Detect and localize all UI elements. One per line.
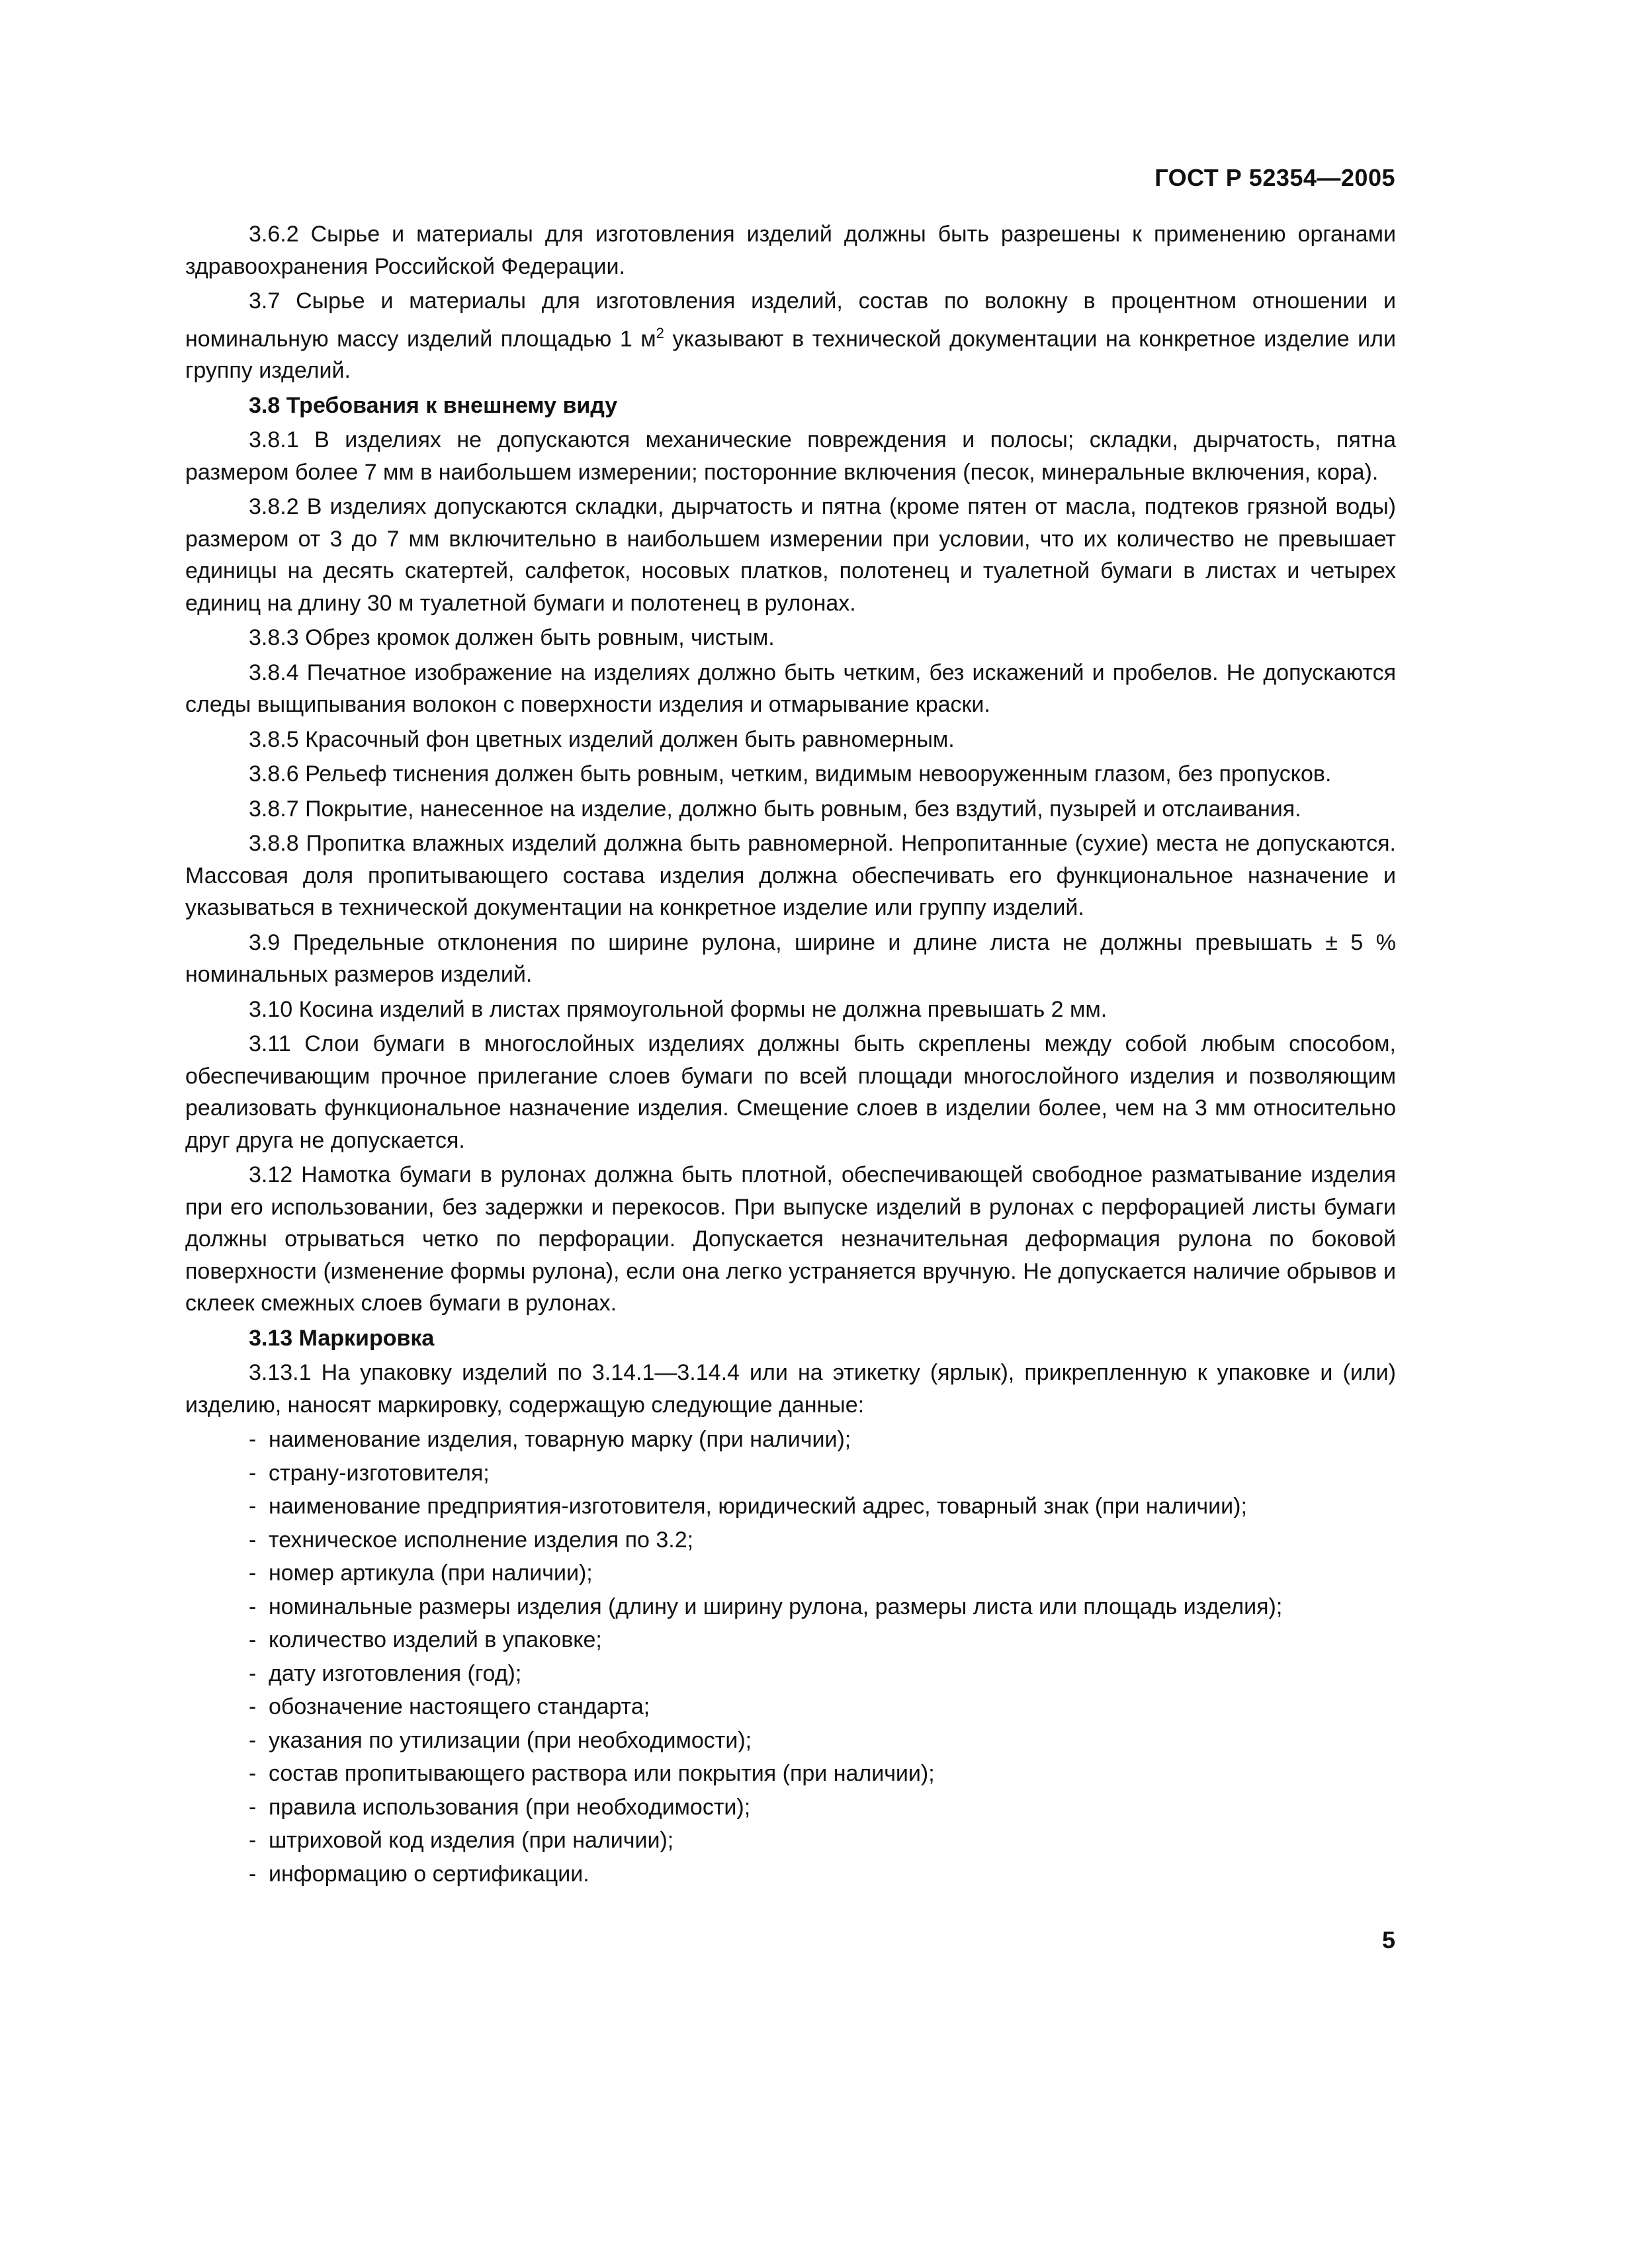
paragraph-3-13-1: 3.13.1 На упаковку изделий по 3.14.1—3.14.4 или на этикетку (ярлык), прикрепленную к упаковке и (или) изделию, наносят маркировку, содержащую следующие данные: [185, 1360, 1396, 1418]
paragraph-3-8-7: 3.8.7 Покрытие, нанесенное на изделие, должно быть ровным, без вздутий, пузырей и отслаивания. [249, 796, 1301, 822]
document-body [185, 218, 1396, 1891]
dash-bullet: - [249, 1494, 257, 1519]
dash-bullet: - [249, 1561, 257, 1586]
heading-3-8: 3.8 Требования к внешнему виду [249, 392, 618, 418]
paragraph-3-8-5: 3.8.5 Красочный фон цветных изделий должен быть равномерным. [249, 726, 955, 752]
list-item-text: наименование изделия, товарную марку (при наличии); [269, 1427, 851, 1453]
dash-bullet: - [249, 1861, 257, 1887]
list-item [185, 1758, 1396, 1790]
list-item [185, 1725, 1396, 1757]
list-item-text: наименование предприятия-изготовителя, юридический адрес, товарный знак (при наличии); [269, 1494, 1247, 1519]
paragraph-3-6-2: 3.6.2 Сырье и материалы для изготовления изделий должны быть разрешены к применению органами здравоохранения Российской Федерации. [185, 222, 1396, 279]
list-item [185, 1858, 1396, 1891]
heading-3-13: 3.13 Маркировка [249, 1325, 435, 1351]
dash-bullet: - [249, 1527, 257, 1553]
dash-bullet: - [249, 1460, 257, 1486]
paragraph-3-12: 3.12 Намотка бумаги в рулонах должна быть плотной, обеспечивающей свободное разматывание изделия при его использовании, без задержки и перекосов. При выпуске изделий в рулонах с перфорацией листы бумаги должны отрываться четко по перфорации. Допускается незначительная деформация рулона по боковой поверхности (изменение формы рулона), если она легко устраняется вручную. Не допускается наличие обрывов и склеек смежных слоев бумаги в рулонах. [185, 1162, 1396, 1316]
paragraph-3-7-part-b: указывают в технической документации на конкретное изделие или группу изделий. [185, 325, 1396, 384]
superscript-2: 2 [656, 324, 664, 341]
list-item [185, 1457, 1396, 1490]
list-item [185, 1824, 1396, 1857]
list-item [185, 1524, 1396, 1557]
paragraph-3-8-6: 3.8.6 Рельеф тиснения должен быть ровным, четким, видимым невооруженным глазом, без пропусков. [249, 761, 1332, 787]
list-item [185, 1557, 1396, 1590]
list-item [185, 1658, 1396, 1690]
marking-list [185, 1424, 1396, 1890]
list-item-text: количество изделий в упаковке; [269, 1627, 602, 1653]
dash-bullet: - [249, 1727, 257, 1753]
paragraph-3-8-2: 3.8.2 В изделиях допускаются складки, дырчатость и пятна (кроме пятен от масла, подтеков грязной воды) размером от 3 до 7 мм включительно в наибольшем измерении при условии, что их количество не превышает единицы на десять скатертей, салфеток, носовых платков, полотенец и туалетной бумаги в листах и четырех единиц на длину 30 м туалетной бумаги и полотенец в рулонах. [185, 494, 1396, 616]
paragraph-3-7-part-a: 3.7 Сырье и материалы для изготовления изделий, состав по волокну в процентном отношении и номинальную массу изделий площадью 1 м [185, 288, 1396, 351]
dash-bullet: - [249, 1427, 257, 1453]
paragraph-3-8-1: 3.8.1 В изделиях не допускаются механические повреждения и полосы; складки, дырчатость, пятна размером более 7 мм в наибольшем измерении; посторонние включения (песок, минеральные включения, кора). [185, 427, 1396, 485]
list-item [185, 1791, 1396, 1824]
paragraph-3-8-8: 3.8.8 Пропитка влажных изделий должна быть равномерной. Непропитанные (сухие) места не допускаются. Массовая доля пропитывающего состава изделия должна обеспечивать его функциональное назначение и указываться в технической документации на конкретное изделие или группу изделий. [185, 831, 1396, 921]
list-item-text: информацию о сертификации. [269, 1861, 589, 1887]
dash-bullet: - [249, 1828, 257, 1854]
paragraph-3-10: 3.10 Косина изделий в листах прямоугольной формы не должна превышать 2 мм. [249, 996, 1108, 1022]
paragraph-3-9: 3.9 Предельные отклонения по ширине рулона, ширине и длине листа не должны превышать ± 5 % номинальных размеров изделий. [185, 929, 1396, 988]
list-item-text: состав пропитывающего раствора или покрытия (при наличии); [269, 1761, 935, 1787]
list-item-text: номинальные размеры изделия (длину и ширину рулона, размеры листа или площадь изделия); [269, 1594, 1283, 1619]
list-item [185, 1691, 1396, 1723]
list-item-text: номер артикула (при наличии); [269, 1561, 593, 1586]
dash-bullet: - [249, 1694, 257, 1720]
paragraph-3-8-4: 3.8.4 Печатное изображение на изделиях должно быть четким, без искажений и пробелов. Не допускаются следы выщипывания волокон с поверхности изделия и отмарывание краски. [185, 660, 1396, 718]
page-number: 5 [1381, 1926, 1395, 1953]
paragraph-3-8-3: 3.8.3 Обрез кромок должен быть ровным, чистым. [249, 625, 775, 651]
list-item [185, 1490, 1396, 1523]
paragraph-3-7 [185, 285, 1396, 387]
list-item-text: штриховой код изделия (при наличии); [269, 1828, 674, 1854]
list-item [185, 1624, 1396, 1656]
list-item-text: указания по утилизации (при необходимости); [269, 1727, 752, 1753]
list-item-text: дату изготовления (год); [269, 1660, 522, 1686]
list-item-text: правила использования (при необходимости); [269, 1794, 751, 1820]
dash-bullet: - [249, 1660, 257, 1686]
list-item [185, 1424, 1396, 1456]
dash-bullet: - [249, 1794, 257, 1820]
list-item-text: обозначение настоящего стандарта; [269, 1694, 650, 1720]
document-header: ГОСТ Р 52354—2005 [1154, 164, 1395, 191]
list-item-text: страну-изготовителя; [269, 1460, 490, 1486]
dash-bullet: - [249, 1761, 257, 1787]
paragraph-3-11: 3.11 Слои бумаги в многослойных изделиях должны быть скреплены между собой любым способом, обеспечивающим прочное прилегание слоев бумаги по всей площади многослойного изделия и позволяющим реализовать функциональное назначение изделия. Смещение слоев в изделии более, чем на 3 мм относительно друг друга не допускается. [185, 1031, 1396, 1153]
dash-bullet: - [249, 1627, 257, 1653]
list-item-text: техническое исполнение изделия по 3.2; [269, 1527, 694, 1553]
list-item [185, 1591, 1396, 1623]
dash-bullet: - [249, 1594, 257, 1619]
